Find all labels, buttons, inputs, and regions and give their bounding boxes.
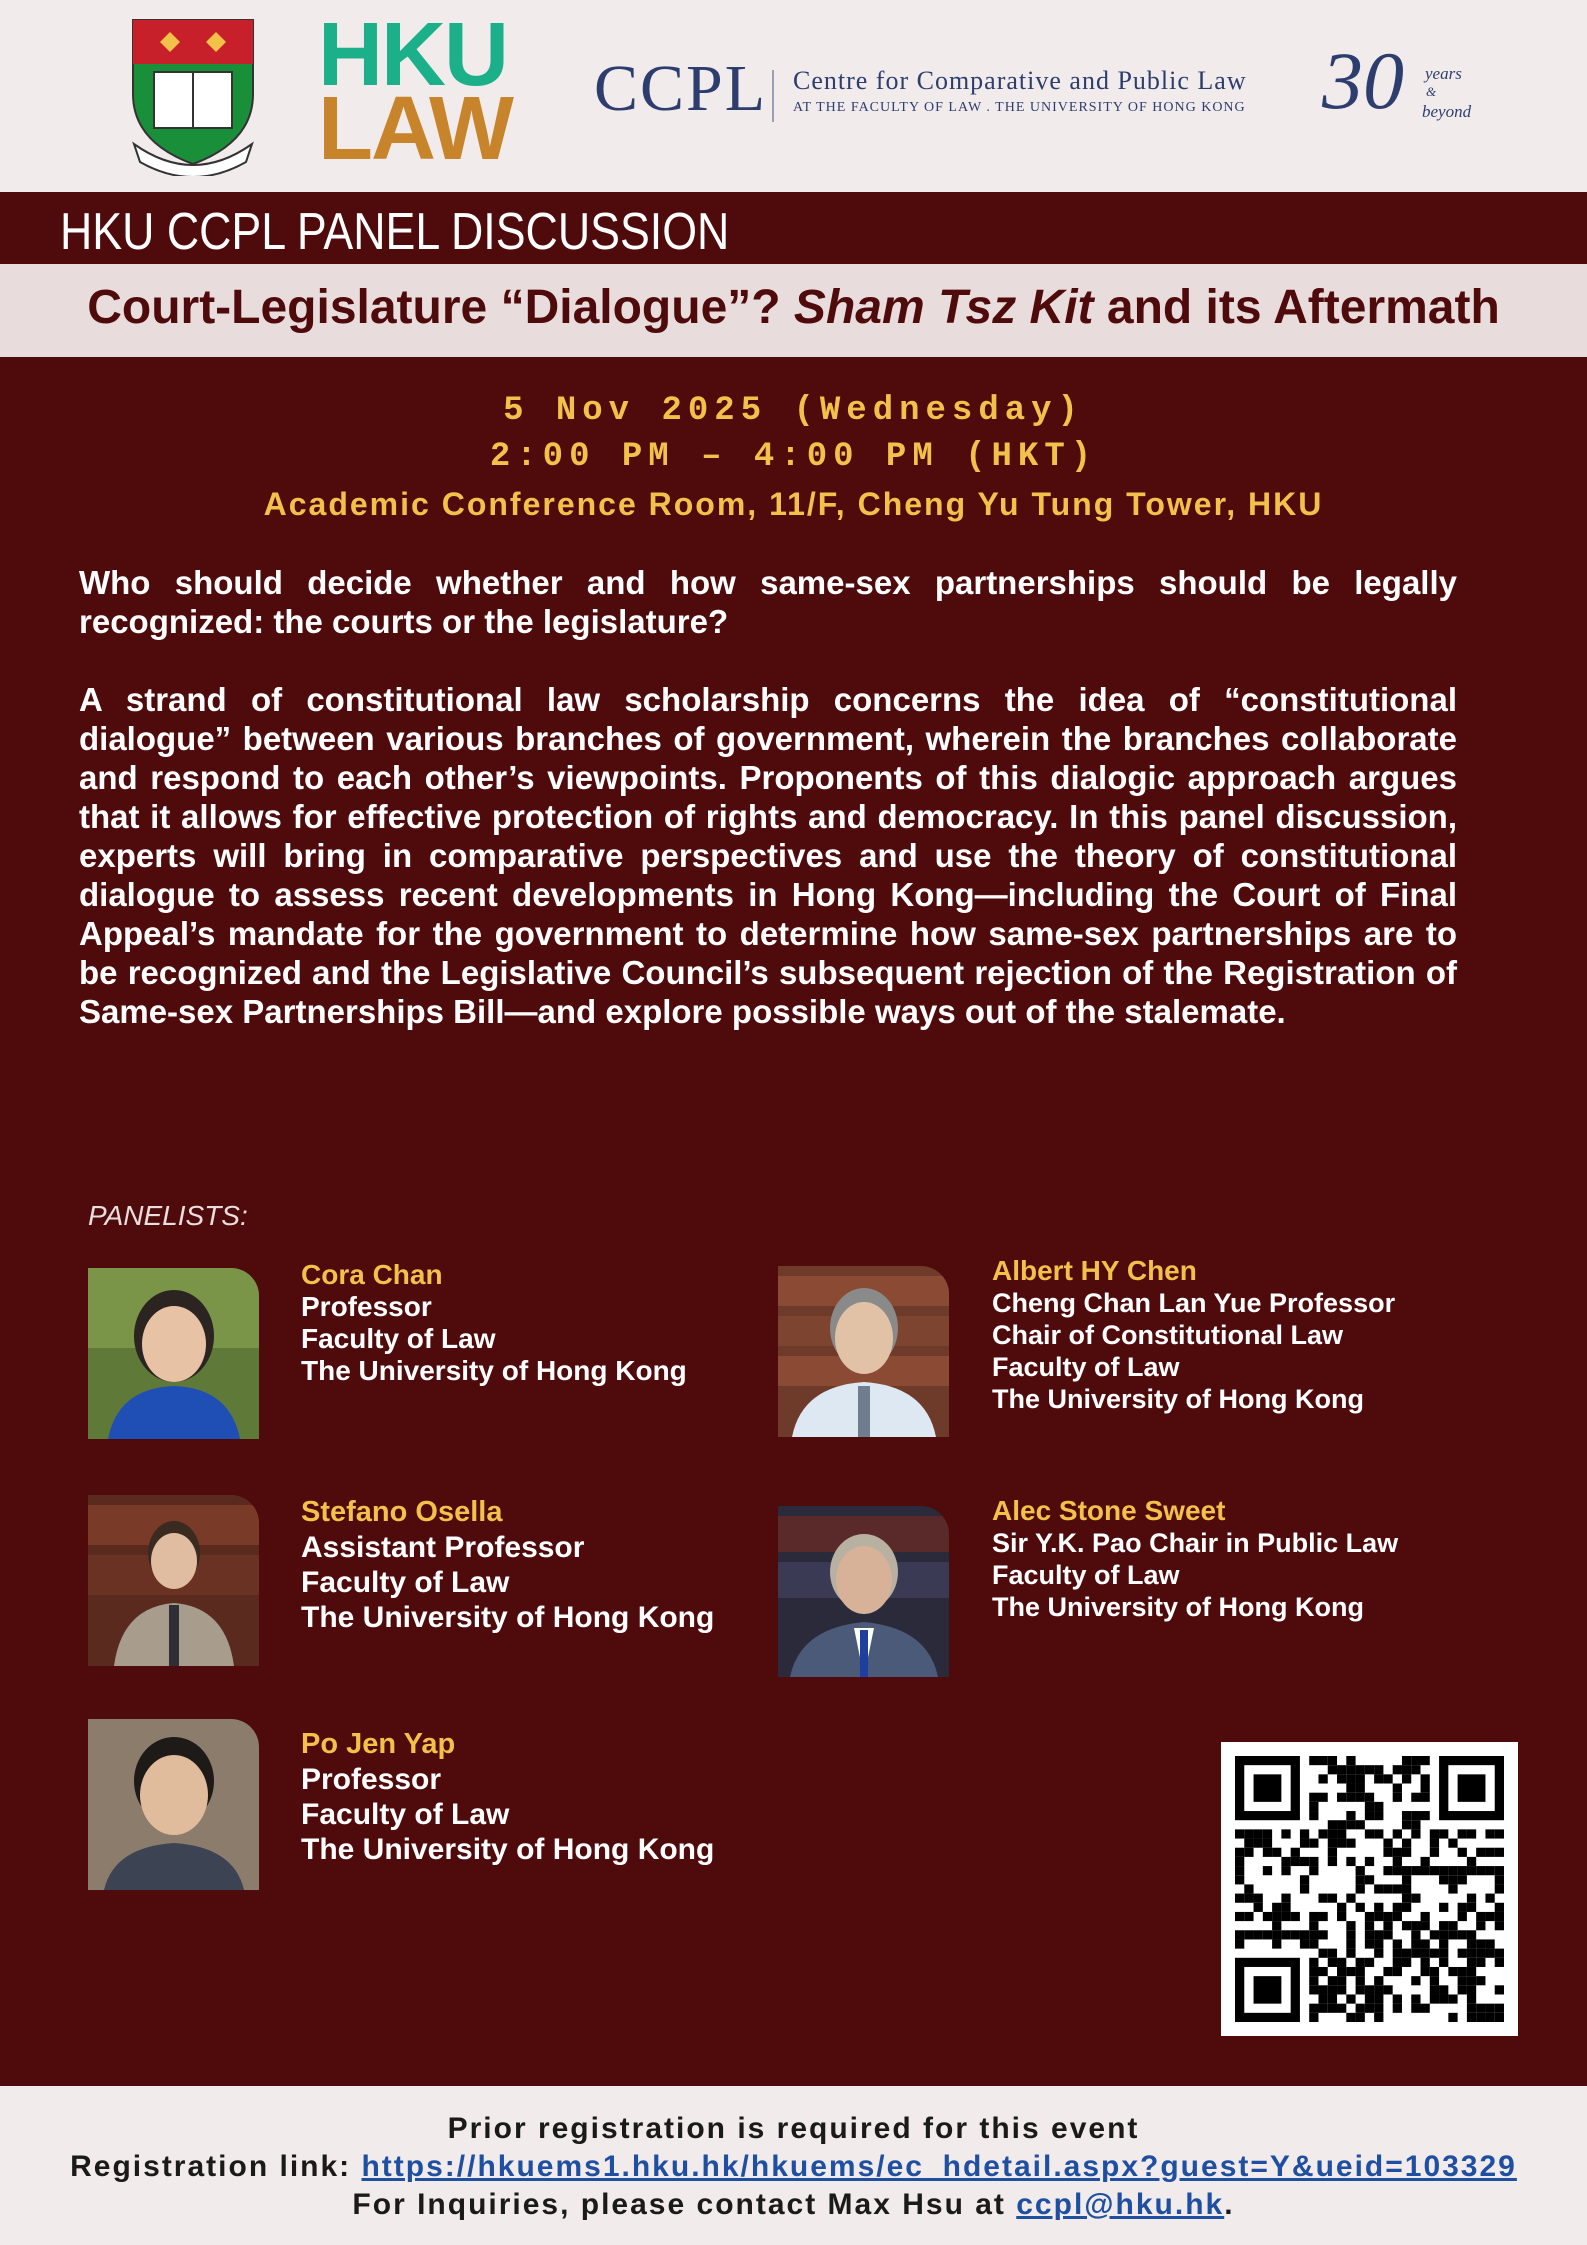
panelist-photo: [778, 1266, 949, 1437]
panelist-university: The University of Hong Kong: [301, 1833, 715, 1866]
panelist-title: Professor: [301, 1763, 442, 1796]
hku-law-logo: [318, 5, 512, 179]
event-venue: Academic Conference Room, 11/F, Cheng Yu Tung Tower, HKU: [263, 486, 1324, 522]
anniversary-amp: &: [1426, 84, 1437, 99]
panelist-university: The University of Hong Kong: [301, 1355, 687, 1386]
ccpl-full-name: Centre for Comparative and Public Law: [793, 66, 1247, 95]
registration-note: Prior registration is required for this event: [447, 2112, 1140, 2145]
panelist-name: Stefano Osella: [301, 1496, 503, 1528]
inquiry-text: For Inquiries, please contact Max Hsu at: [352, 2188, 1017, 2221]
event-time: 2:00 PM – 4:00 PM (HKT): [489, 438, 1098, 476]
qr-code-graphic: [1235, 1756, 1504, 2022]
panelist-chair: Chair of Constitutional Law: [992, 1320, 1343, 1350]
panelist-name: Cora Chan: [301, 1259, 443, 1290]
hku-logo-text: HKU: [318, 5, 507, 105]
inquiry-email-link[interactable]: ccpl@hku.hk: [1016, 2188, 1225, 2221]
panelist-university: The University of Hong Kong: [992, 1384, 1365, 1414]
inquiry-end: .: [1224, 2188, 1235, 2221]
panelist-photo: [88, 1268, 259, 1439]
registration-link[interactable]: https://hkuems1.hku.hk/hkuems/ec_hdetail.aspx?guest=Y&ueid=103329: [361, 2150, 1517, 2183]
panelist-title: Sir Y.K. Pao Chair in Public Law: [992, 1528, 1399, 1558]
ccpl-subtitle: AT THE FACULTY OF LAW . THE UNIVERSITY OF HONG KONG: [793, 100, 1246, 115]
description-paragraph: A strand of constitutional law scholarship concerns the idea of “constitutional dialogue” between various branches of government, wherein the branches collaborate and respond to each other’s viewpoints. Proponents of this dialogic approach argues that it allows for effective protection of rights and democracy. In this panel discussion, experts will bring in comparative perspectives and use the theory of constitutional dialogue to assess recent developments in Hong Kong—including the Court of Final Appeal’s mandate for the government to determine how same-sex partnerships are to be recognized and the Legislative Council’s subsequent rejection of the Registration of Same-sex Partnerships Bill—and explore possible ways out of the stalemate.: [79, 681, 1457, 1030]
panelist-faculty: Faculty of Law: [992, 1560, 1180, 1590]
anniversary-number: 30: [1322, 35, 1404, 126]
panelist-name: Po Jen Yap: [301, 1728, 456, 1760]
hku-crest-logo: [120, 16, 266, 176]
registration-line: [0, 2150, 1587, 2184]
anniversary-word-beyond: beyond: [1422, 102, 1472, 121]
inquiry-line: [0, 2188, 1587, 2222]
panelist-university: The University of Hong Kong: [992, 1592, 1365, 1622]
panelist-faculty: Faculty of Law: [301, 1798, 510, 1831]
panelist-university: The University of Hong Kong: [301, 1601, 715, 1634]
event-date: 5 Nov 2025 (Wednesday): [503, 392, 1084, 430]
ccpl-divider: [772, 70, 774, 122]
panelist-name: Albert HY Chen: [992, 1255, 1197, 1286]
event-title-case: Sham Tsz Kit: [793, 281, 1094, 334]
intro-paragraph: Who should decide whether and how same-sex partnerships should be legally recognized: the courts or the legislature?: [79, 564, 1457, 640]
panelist-title: Cheng Chan Lan Yue Professor: [992, 1288, 1396, 1318]
panelist-name: Alec Stone Sweet: [992, 1495, 1226, 1526]
panelists-label: PANELISTS:: [88, 1200, 248, 1231]
registration-qr-code[interactable]: [1221, 1742, 1518, 2036]
panelist-photo: [778, 1506, 949, 1677]
panelist-photo: [88, 1719, 259, 1890]
panelist-faculty: Faculty of Law: [992, 1352, 1180, 1382]
ccpl-logo-mark: CCPL: [594, 52, 768, 125]
panelist-photo: [88, 1495, 259, 1666]
panelist-faculty: Faculty of Law: [301, 1323, 496, 1354]
event-title-post: and its Aftermath: [1093, 281, 1500, 334]
series-heading: HKU CCPL PANEL DISCUSSION: [60, 203, 730, 261]
panelist-faculty: Faculty of Law: [301, 1566, 510, 1599]
panelist-title: Assistant Professor: [301, 1531, 585, 1564]
anniversary-logo: [1322, 35, 1482, 135]
law-logo-text: LAW: [318, 79, 512, 179]
event-title-pre: Court-Legislature “Dialogue”?: [87, 281, 794, 334]
panelist-title: Professor: [301, 1291, 432, 1322]
registration-label: Registration link:: [70, 2150, 362, 2183]
anniversary-word-years: years: [1425, 64, 1462, 83]
event-title: [0, 280, 1587, 335]
